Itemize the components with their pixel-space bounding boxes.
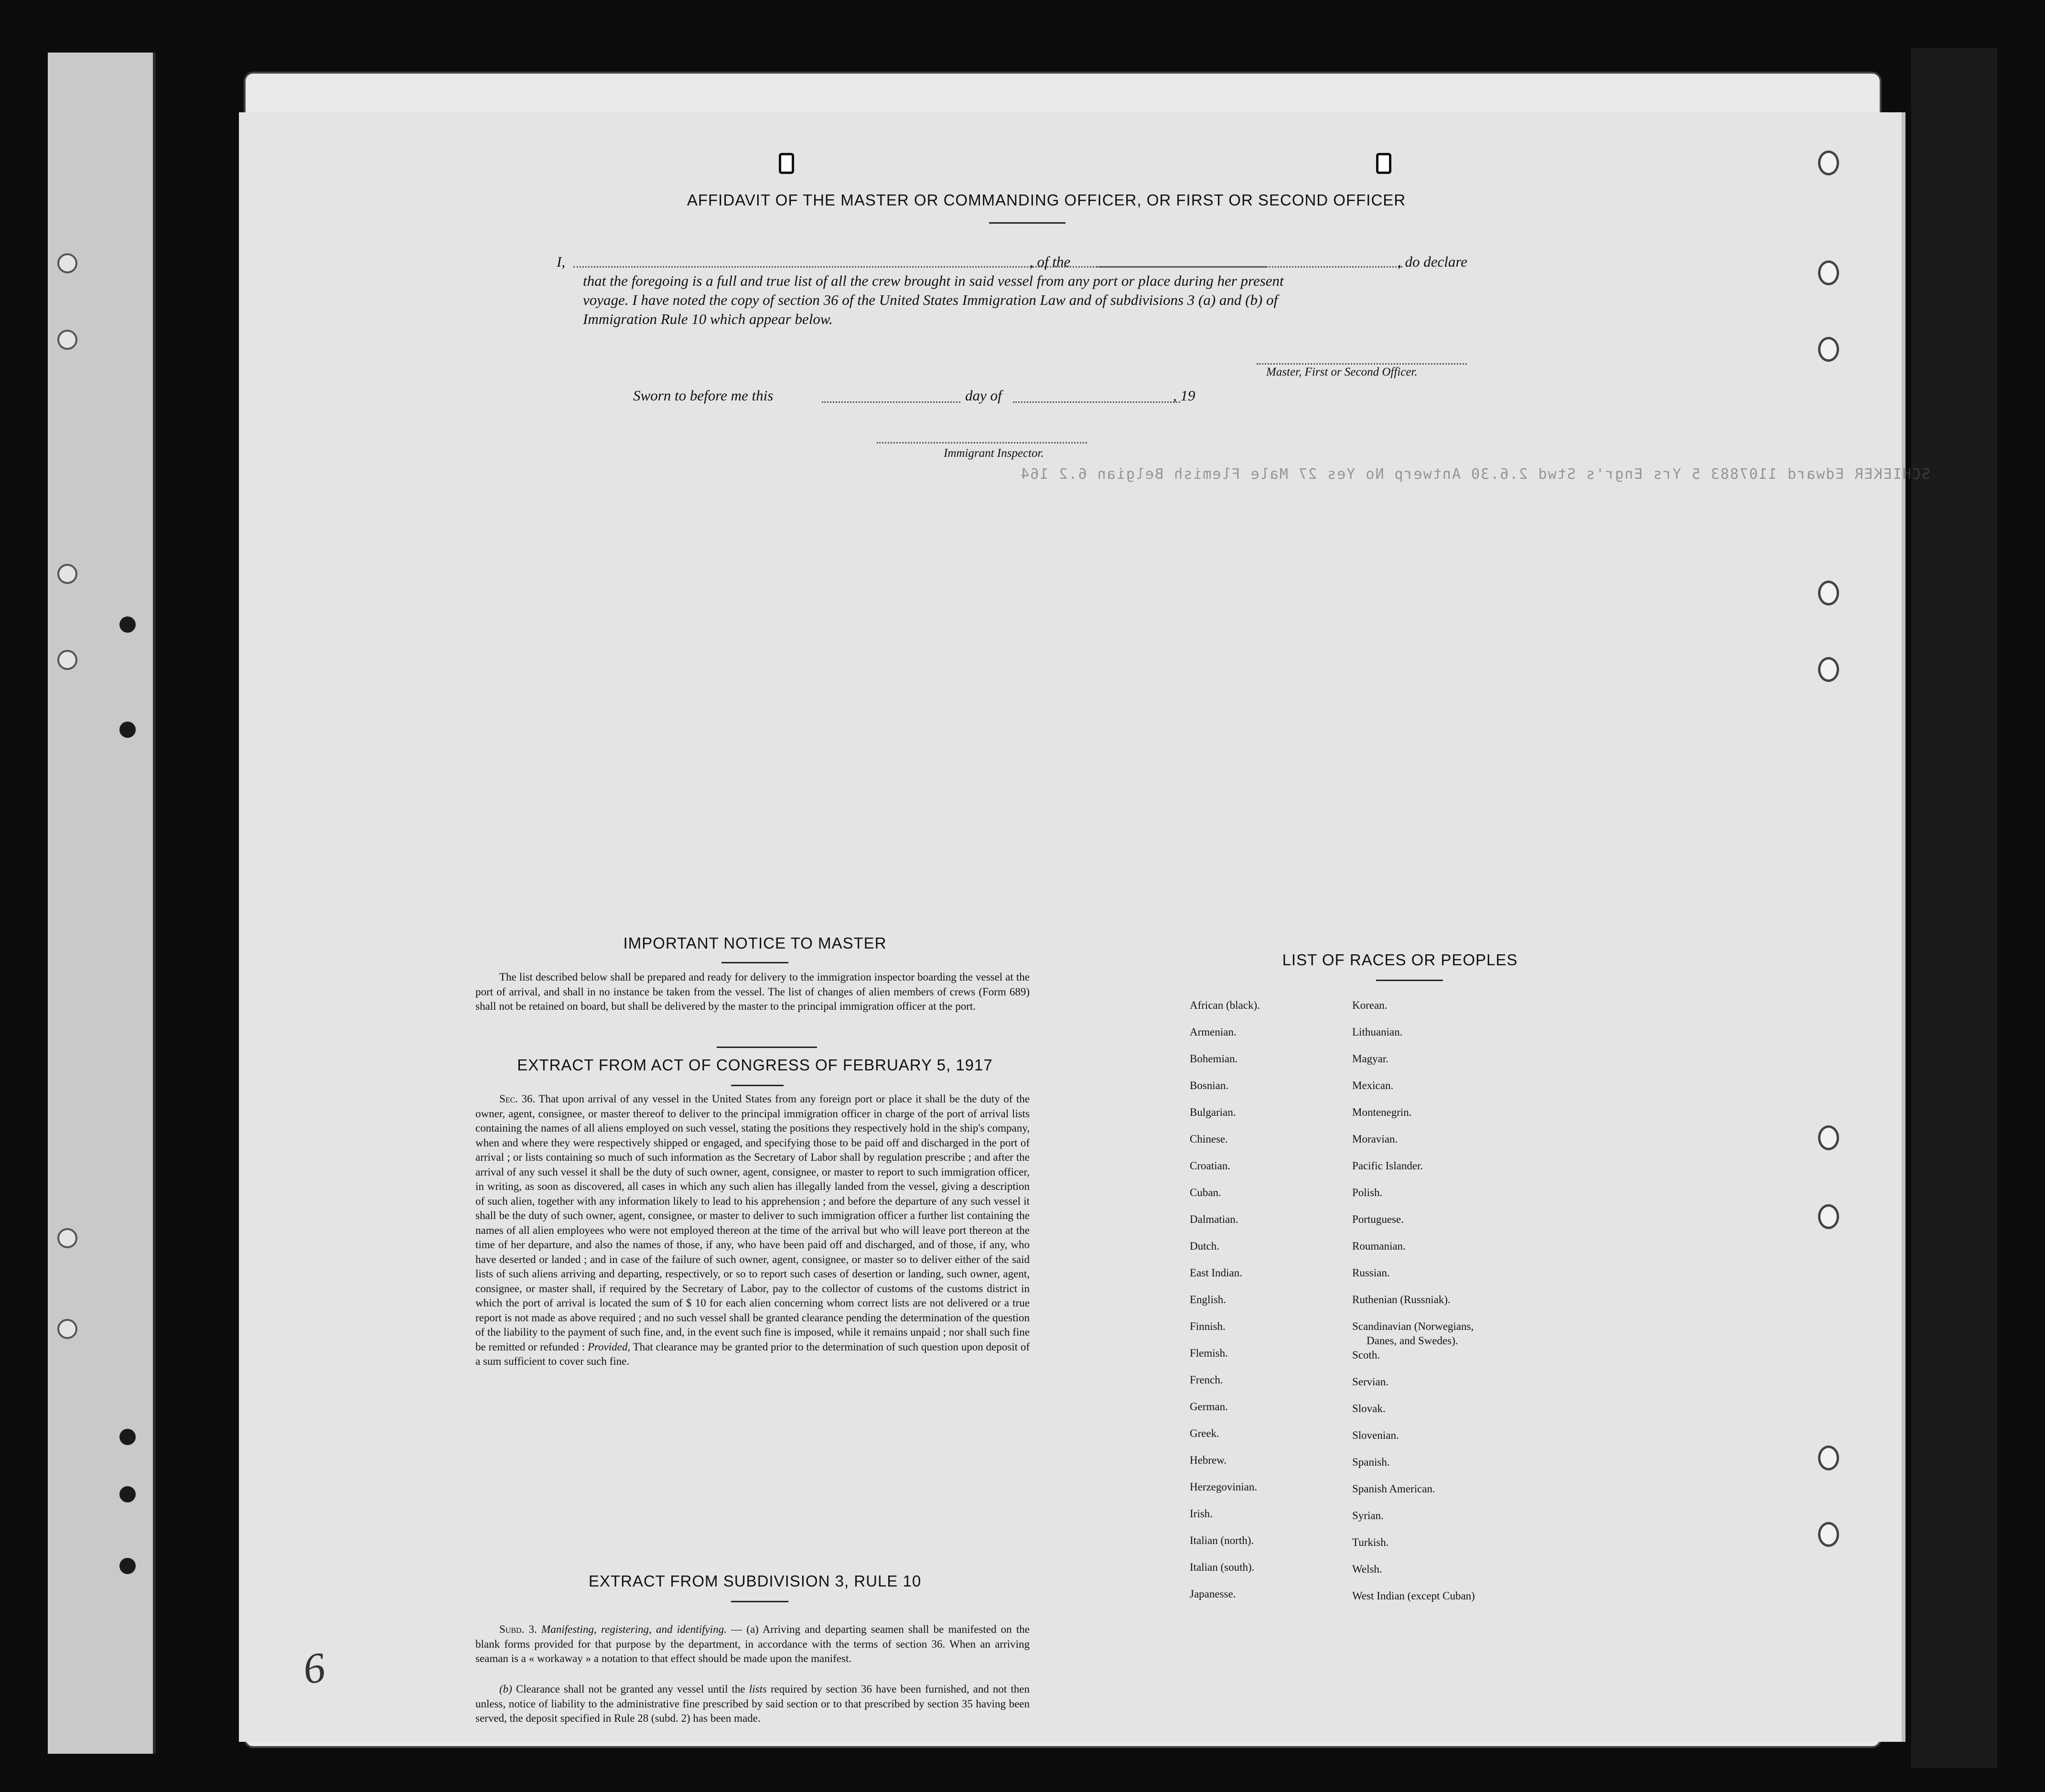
year-prefix: , 19 <box>1173 387 1195 404</box>
fastener-icon <box>779 153 794 174</box>
binder-edge-strip <box>48 53 156 1754</box>
subdivision-3-para-b <box>475 1682 1030 1726</box>
race-item: Bohemian. <box>1190 1053 1238 1065</box>
extract-act-title: EXTRACT FROM ACT OF CONGRESS OF FEBRUARY 5, 1917 <box>517 1056 993 1074</box>
race-item: French. <box>1190 1374 1223 1386</box>
race-item: Japanesse. <box>1190 1588 1236 1600</box>
race-item: Armenian. <box>1190 1026 1237 1038</box>
affidavit-title: AFFIDAVIT OF THE MASTER OR COMMANDING OFFICER, OR FIRST OR SECOND OFFICER <box>687 191 1406 209</box>
race-item: Slovenian. <box>1352 1429 1399 1441</box>
extract-rule-rule <box>731 1601 788 1602</box>
race-item: Portuguese. <box>1352 1213 1404 1225</box>
race-item: Dalmatian. <box>1190 1213 1238 1225</box>
document-page <box>239 112 1930 1742</box>
race-item: Bosnian. <box>1190 1080 1229 1091</box>
ring-hole <box>1818 1125 1839 1150</box>
race-item: Lithuanian. <box>1352 1026 1403 1038</box>
notice-divider <box>717 1047 817 1048</box>
title-rule <box>989 222 1066 224</box>
race-item: East Indian. <box>1190 1267 1242 1279</box>
para-b-2: required by section 36 have been furnished, and not then unless, notice of liability to the administrative fine prescribed by said section or to that prescribed by section 35 having been served, the deposit specified in Rule 28 (subd. 2) has been made. <box>475 1683 1030 1724</box>
races-title: LIST OF RACES OR PEOPLES <box>1282 951 1518 969</box>
race-item: English. <box>1190 1294 1227 1306</box>
provided-word: Provided, <box>587 1340 631 1353</box>
para-b-1: Clearance shall not be granted any vessel until the <box>516 1683 745 1695</box>
race-item: Scoth. <box>1352 1349 1380 1361</box>
ring-hole <box>1818 1446 1839 1470</box>
section-36-text <box>475 1092 1030 1369</box>
section-label: Sec. 36. <box>499 1093 536 1105</box>
ghost-typed-line: SCHIEKER Edward 1107883 5 Yrs Engr's Stwd 2.6.30 Antwerp No Yes 27 Male Flemish Belgian 6.2 164 <box>1020 466 1930 483</box>
vessel-blank <box>1097 266 1402 268</box>
race-item: Welsh. <box>1352 1563 1382 1575</box>
ring-hole <box>1818 151 1839 175</box>
fastener-icon <box>1376 153 1391 174</box>
day-blank <box>822 401 960 403</box>
para-b-lists: lists <box>749 1683 767 1695</box>
section-36-tail: That clearance may be granted prior to the determination of such question upon deposit of a sum sufficient to cover such fine. <box>475 1340 1030 1367</box>
notice-rule <box>721 962 788 963</box>
affidavit-line-4: Immigration Rule 10 which appear below. <box>583 311 833 327</box>
extract-rule-title: EXTRACT FROM SUBDIVISION 3, RULE 10 <box>588 1572 922 1590</box>
day-of: day of <box>965 387 1002 404</box>
race-item: Chinese. <box>1190 1133 1228 1145</box>
race-item: Russian. <box>1352 1267 1390 1279</box>
notice-title: IMPORTANT NOTICE TO MASTER <box>623 934 887 952</box>
affidavit-line-3: voyage. I have noted the copy of section 36 of the United States Immigration Law and of subdivisions 3 (a) and (b) of <box>583 291 1278 308</box>
ring-hole <box>1818 260 1839 285</box>
binder-punch <box>119 616 136 633</box>
binder-hole <box>57 564 77 584</box>
race-item: Dutch. <box>1190 1240 1219 1252</box>
race-item: Moravian. <box>1352 1133 1398 1145</box>
affidavit-do-declare: , do declare <box>1398 253 1468 270</box>
master-signature-label: Master, First or Second Officer. <box>1266 366 1418 378</box>
race-item: Irish. <box>1190 1508 1213 1520</box>
race-item: African (black). <box>1190 999 1260 1011</box>
ring-hole <box>1818 581 1839 605</box>
race-item: Cuban. <box>1190 1187 1221 1198</box>
subdivision-3-para-a <box>475 1622 1030 1666</box>
ring-hole <box>1818 1522 1839 1547</box>
affidavit-line-2: that the foregoing is a full and true list of all the crew brought in said vessel from any port or place during her present <box>583 272 1284 289</box>
race-item: Italian (north). <box>1190 1534 1254 1546</box>
race-item: Servian. <box>1352 1376 1389 1388</box>
notice-body: The list described below shall be prepared and ready for delivery to the immigration inspector boarding the vessel at the port of arrival, and shall in no instance be taken from the vessel. The list of changes of alien members of crews (Form 689) shall not be retained on board, but shall be delivered by the master to the principal immigration officer at the port. <box>475 971 1030 1012</box>
race-item: Slovak. <box>1352 1403 1386 1414</box>
ring-hole <box>1818 1204 1839 1229</box>
race-item: Korean. <box>1352 999 1388 1011</box>
races-rule <box>1376 980 1443 981</box>
para-b-label: (b) <box>499 1683 512 1695</box>
affidavit-i: I, <box>557 253 566 270</box>
race-item: Flemish. <box>1190 1347 1228 1359</box>
section-36-body: That upon arrival of any vessel in the United States from any foreign port or place it shall be the duty of the owner, agent, consignee, or master thereof to deliver to the principal immigration officer in charge of the port of arrival lists containing the names of all aliens employed on such vessel, stating the positions they respectively hold in the ship's company, when and where they were respectively shipped or engaged, and specifying those to be paid off and discharged in the port of arrival ; or lists containing so much of such information as the Secretary of Labor shall by regulation prescribe ; and after the arrival of any such vessel it shall be the duty of such owner, agent, consignee, or master to report to such immigration officer, in writing, as soon as discovered, all cases in which any such alien has illegally landed from the vessel, giving a description of such alien, together with any information likely to lead to his apprehension ; and before the departure of any such vessel it shall be the duty of such owner, agent, consignee, or master to deliver to such immigration officer a further list containing the names of all alien employees who were not employed thereon at the time of the arrival but who will leave port thereon at the time of her departure, and also the names of those, if any, who have been paid off and discharged, and of those, if any, who have deserted or landed ; and in case of the failure of such owner, agent, consignee, or master so to deliver either of the said lists of such aliens arriving and departing, respectively, or so to report such cases of desertion or landing, such owner, agent, consignee, or master shall, if required by the Secretary of Labor, pay to the collector of customs of the customs district in which the port of arrival is located the sum of $ 10 for each alien concerning whom correct lists are not delivered or a true report is not made as above required ; and no such vessel shall be granted clearance pending the determination of the question of the liability to the payment of such fine, and, in the event such fine is imposed, while it remains unpaid ; nor shall such fine be remitted or refunded : <box>475 1093 1030 1353</box>
inspector-label: Immigrant Inspector. <box>944 447 1044 460</box>
binder-hole <box>57 330 77 350</box>
race-item: Spanish. <box>1352 1456 1390 1468</box>
binder-hole <box>57 253 77 273</box>
binder-hole <box>57 1228 77 1248</box>
subd-label: Subd. 3. <box>499 1623 537 1635</box>
binder-hole <box>57 650 77 670</box>
extract-act-rule <box>731 1085 784 1086</box>
affidavit-of-the: , of the <box>1030 253 1071 270</box>
race-item: Hebrew. <box>1190 1454 1227 1466</box>
race-item: Finnish. <box>1190 1320 1226 1332</box>
subd-heading: Manifesting, registering, and identifying. <box>541 1623 727 1635</box>
sworn-text: Sworn to before me this <box>633 387 774 404</box>
race-item: Scandinavian (Norwegians, <box>1352 1320 1474 1332</box>
race-item: Magyar. <box>1352 1053 1389 1065</box>
race-item: Pacific Islander. <box>1352 1160 1423 1172</box>
race-item: Croatian. <box>1190 1160 1230 1172</box>
ring-hole <box>1818 657 1839 682</box>
race-item: Mexican. <box>1352 1080 1394 1091</box>
race-item: Bulgarian. <box>1190 1106 1236 1118</box>
race-item: Polish. <box>1352 1187 1383 1198</box>
month-blank <box>1013 401 1180 403</box>
ring-hole <box>1818 337 1839 362</box>
handwritten-page-mark: 6 <box>300 1643 328 1694</box>
race-item: Herzegovinian. <box>1190 1481 1258 1493</box>
race-item: German. <box>1190 1401 1228 1413</box>
race-item: Spanish American. <box>1352 1483 1435 1495</box>
binder-hole <box>57 1319 77 1339</box>
race-item: Danes, and Swedes). <box>1367 1335 1458 1347</box>
binder-punch <box>119 1486 136 1502</box>
binder-punch <box>119 722 136 738</box>
race-item: Turkish. <box>1352 1536 1389 1548</box>
race-item: Roumanian. <box>1352 1240 1406 1252</box>
race-item: Greek. <box>1190 1427 1219 1439</box>
race-item: Syrian. <box>1352 1510 1384 1522</box>
race-item: West Indian (except Cuban) <box>1352 1590 1475 1602</box>
master-signature-line <box>1257 363 1467 365</box>
scanner-edge <box>1911 48 1997 1768</box>
race-item: Italian (south). <box>1190 1561 1255 1573</box>
inspector-signature-line <box>877 442 1087 443</box>
race-item: Montenegrin. <box>1352 1106 1412 1118</box>
race-item: Ruthenian (Russniak). <box>1352 1294 1451 1306</box>
binder-punch <box>119 1558 136 1574</box>
subd-para-a: — (a) Arriving and departing seamen shall be manifested on the blank forms provided for that purpose by the department, in accordance with the terms of section 36. When an arriving seaman is a « workaway » a notation to that effect should be made upon the manifest. <box>475 1623 1030 1664</box>
binder-punch <box>119 1429 136 1445</box>
